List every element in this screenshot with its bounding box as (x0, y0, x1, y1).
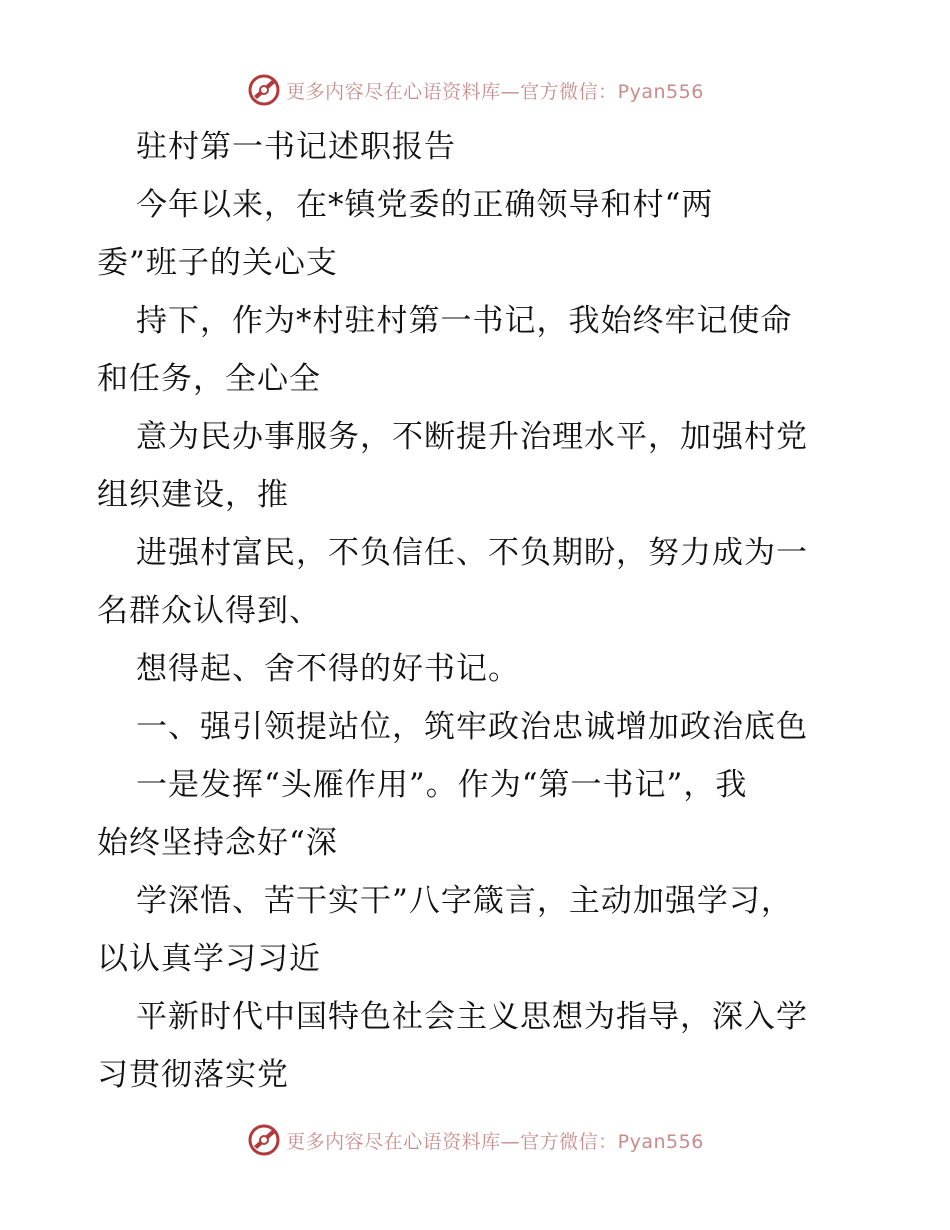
text-line: 平新时代中国特色社会主义思想为指导，深入学 (136, 999, 808, 1035)
text-line: 委”班子的关心支 (97, 245, 338, 281)
text-line: 始终坚持念好“深 (97, 825, 338, 861)
logo-seal-icon (246, 72, 282, 108)
text-line: 学深悟、苦干实干”八字箴言，主动加强学习， (136, 883, 793, 919)
text-line: 驻村第一书记述职报告 (136, 129, 456, 165)
watermark-text: 更多内容尽在心语资料库—官方微信：Pyan556 (286, 80, 704, 103)
text-line: 一、强引领提站位，筑牢政治忠诚增加政治底色 (136, 709, 808, 745)
text-line: 今年以来，在*镇党委的正确领导和村“两 (136, 187, 714, 223)
text-line: 进强村富民，不负信任、不负期盼，努力成为一 (136, 535, 808, 571)
text-line: 习贯彻落实党 (97, 1057, 289, 1093)
document-body (97, 118, 857, 1104)
text-line: 以认真学习习近 (97, 941, 321, 977)
text-line: 组织建设，推 (97, 477, 289, 513)
text-line: 意为民办事服务，不断提升治理水平，加强村党 (136, 419, 808, 455)
text-line: 持下，作为*村驻村第一书记，我始终牢记使命 (136, 303, 793, 339)
watermark-text: 更多内容尽在心语资料库—官方微信：Pyan556 (286, 1130, 704, 1153)
text-line: 和任务，全心全 (97, 361, 321, 397)
text-line: 一是发挥“头雁作用”。作为“第一书记”，我 (136, 767, 748, 803)
logo-seal-icon (246, 1122, 282, 1158)
text-line: 想得起、舍不得的好书记。 (136, 651, 520, 687)
watermark-banner-bottom (0, 1120, 950, 1160)
text-line: 名群众认得到、 (97, 593, 321, 629)
watermark-banner-top (0, 70, 950, 110)
